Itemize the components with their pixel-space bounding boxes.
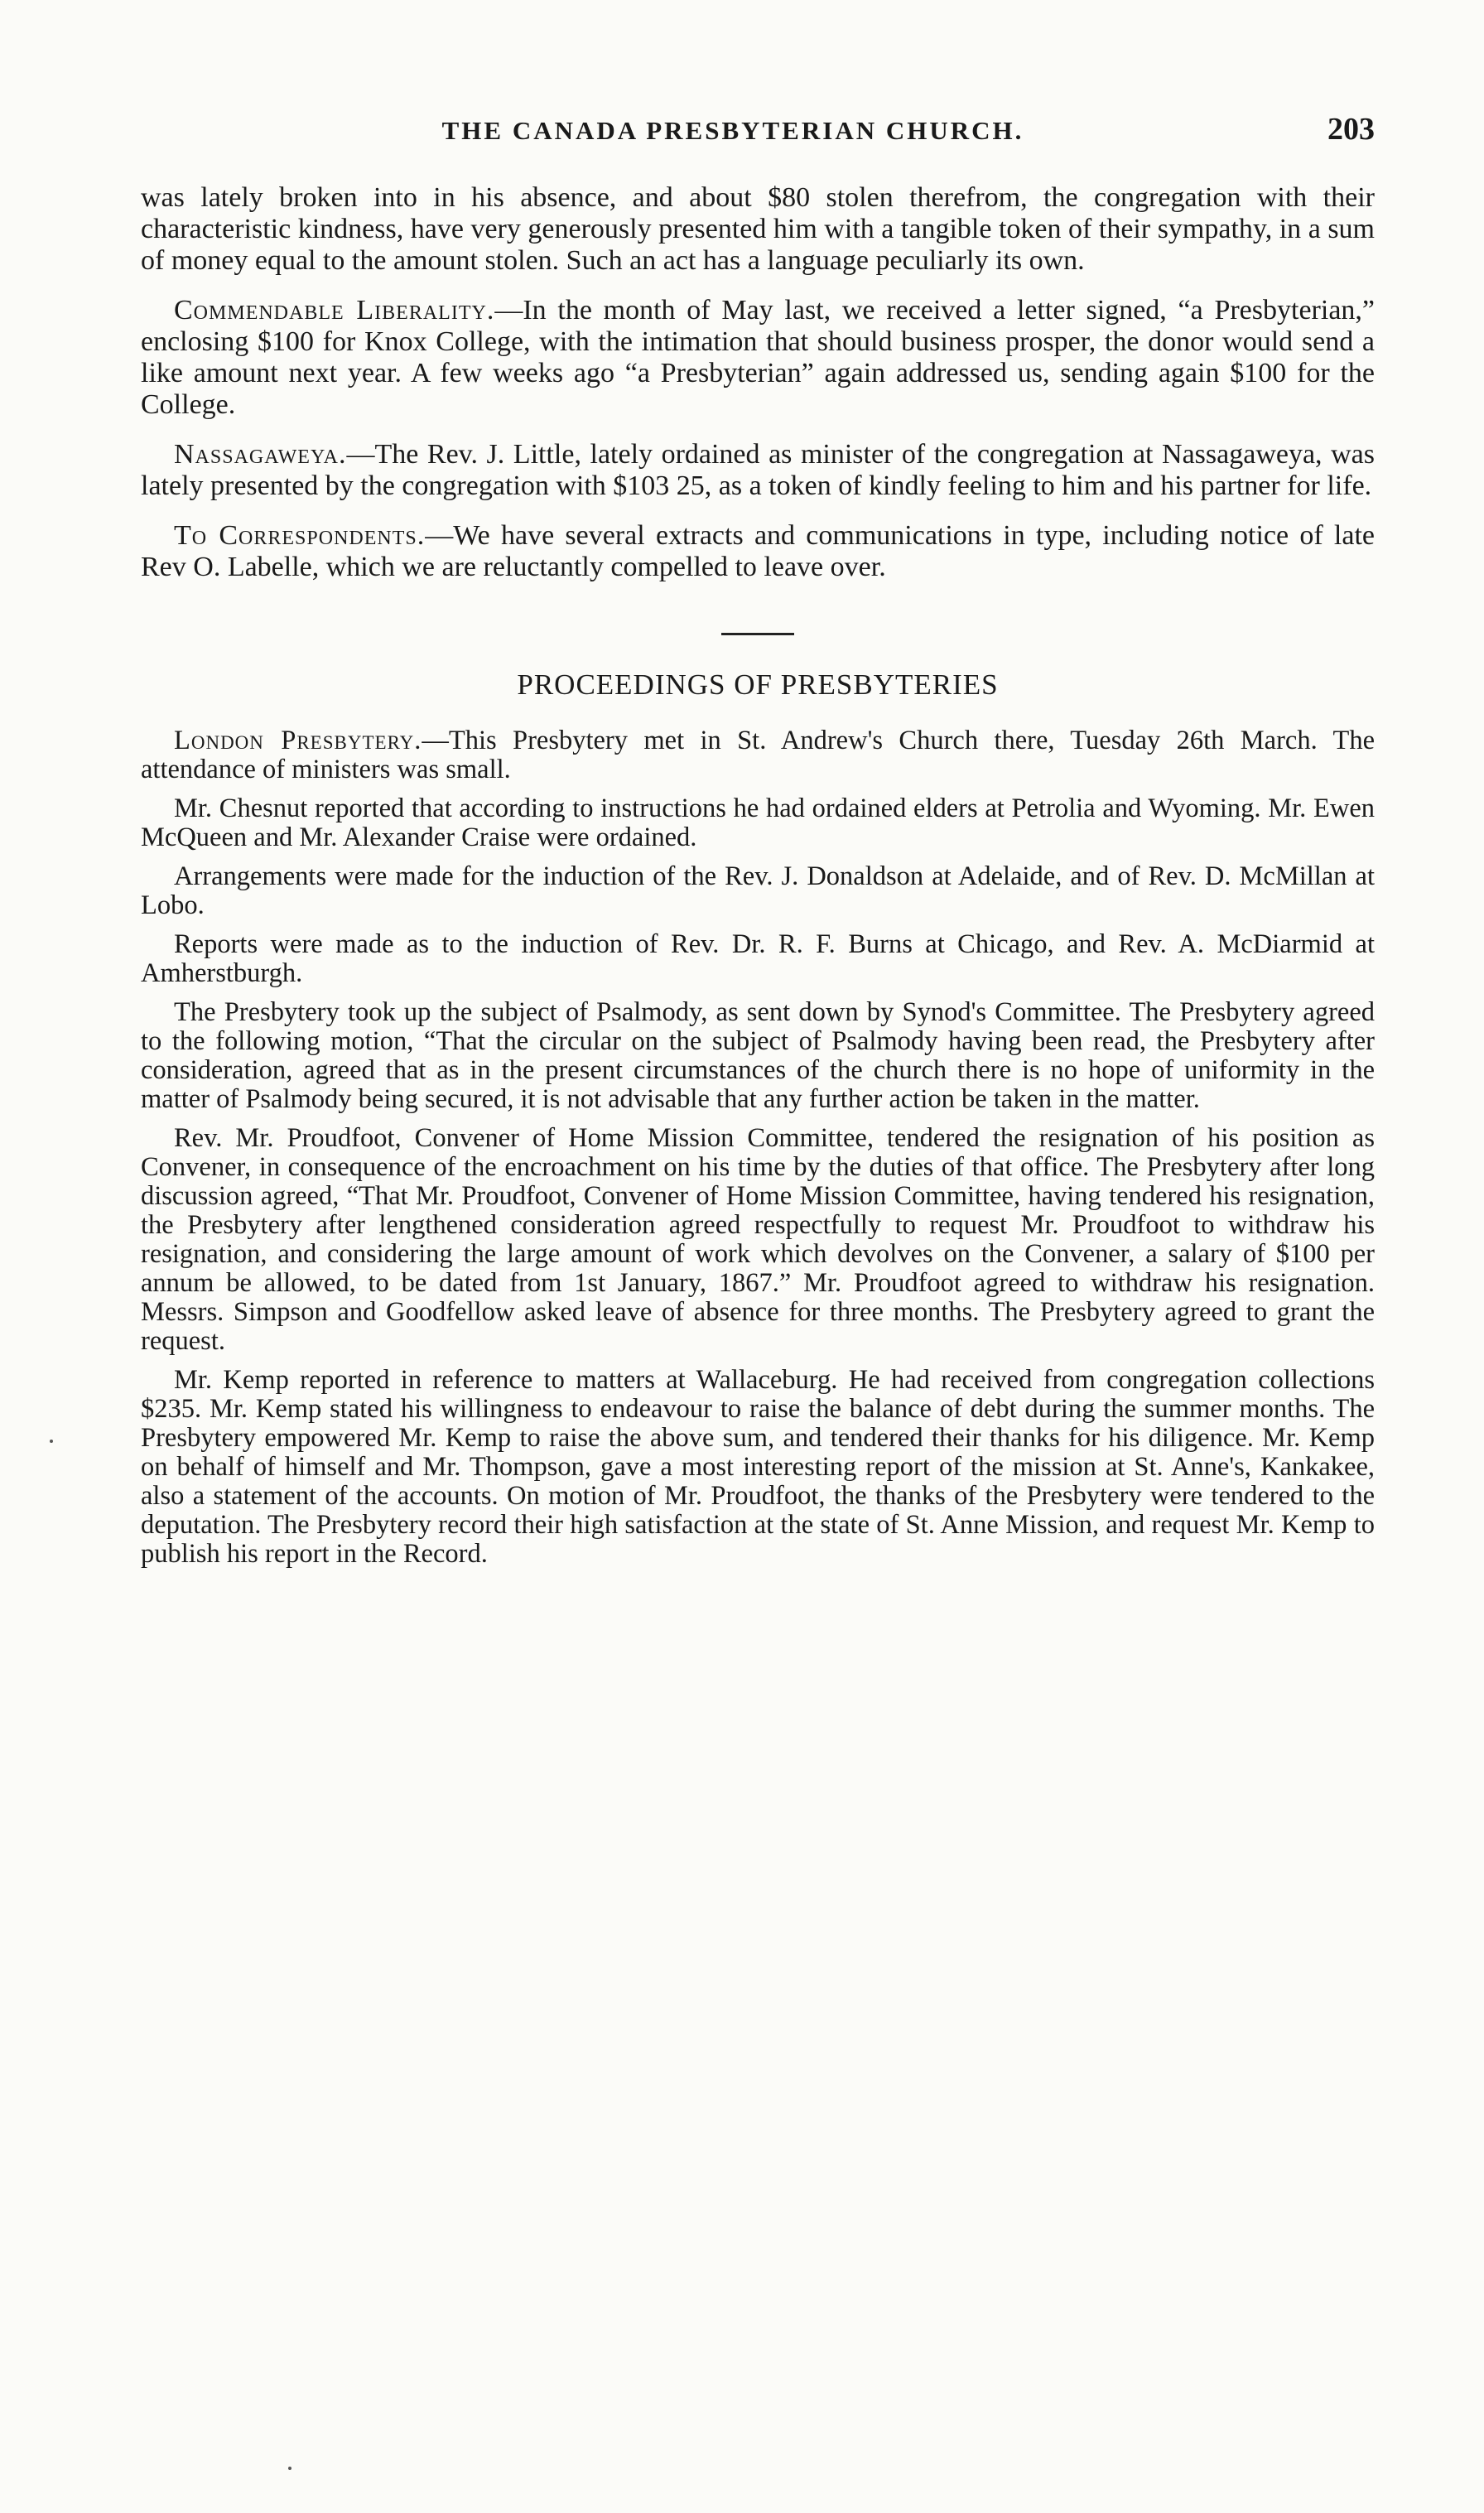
london-presbytery-intro: [141, 726, 1375, 784]
running-header: [141, 112, 1375, 166]
news-text: —We have several extracts and communications in type, including notice of late Rev O. Labelle, which we are reluctantly compelled to leave over.: [141, 520, 1375, 582]
news-heading: To Correspondents.: [174, 520, 426, 551]
presbytery-intro-text: —This Presbytery met in St. Andrew's Church there, Tuesday 26th March. The attendance of ministers was small.: [141, 726, 1375, 784]
proceedings-paragraph: Rev. Mr. Proudfoot, Convener of Home Mission Committee, tendered the resignation of his position as Convener, in consequence of the encroachment on his time by the duties of that office. The Presbytery after long discussion agreed, “That Mr. Proudfoot, Convener of Home Mission Committee, having tendered his resignation, the Presbytery after lengthened consideration agreed respectfully to request Mr. Proudfoot to withdraw his resignation, and considering the large amount of work which devolves on the Convener, a salary of $100 per annum be allowed, to be dated from 1st January, 1867.” Mr. Proudfoot agreed to withdraw his resignation. Messrs. Simpson and Goodfellow asked leave of absence for three months. The Presbytery agreed to grant the request.: [141, 1123, 1375, 1356]
proceedings-paragraph: Mr. Kemp reported in reference to matters at Wallaceburg. He had received from congregation collections $235. Mr. Kemp stated his willingness to endeavour to raise the balance of debt during the summer months. The Presbytery empowered Mr. Kemp to raise the above sum, and tendered their thanks for his diligence. Mr. Kemp on behalf of himself and Mr. Thompson, gave a most interesting report of the mission at St. Anne's, Kankakee, also a statement of the accounts. On motion of Mr. Proudfoot, the thanks of the Presbytery were tendered to the deputation. The Presbytery record their high satisfaction at the state of St. Anne Mission, and request Mr. Kemp to publish his report in the Record.: [141, 1365, 1375, 1569]
news-item-correspondents: [141, 520, 1375, 583]
proceedings-paragraph: Reports were made as to the induction of Rev. Dr. R. F. Burns at Chicago, and Rev. A. McDiarmid at Amherstburgh.: [141, 929, 1375, 988]
print-speck: [50, 1440, 53, 1443]
news-item-commendable-liberality: [141, 295, 1375, 421]
proceedings-paragraph: The Presbytery took up the subject of Psalmody, as sent down by Synod's Committee. The Presbytery agreed to the following motion, “That the circular on the subject of Psalmody having been read, the Presbytery after consideration, agreed that as in the present circumstances of the church there is no hope of uniformity in the matter of Psalmody being secured, it is not advisable that any further action be taken in the matter.: [141, 997, 1375, 1114]
section-title: PROCEEDINGS OF PRESBYTERIES: [517, 668, 999, 701]
news-text: —In the month of May last, we received a letter signed, “a Presbyterian,” enclosing $100 for Knox College, with the intimation that should business prosper, the donor would send a like amount next year. A few weeks ago “a Presbyterian” again addressed us, sending again $100 for the College.: [141, 295, 1375, 420]
news-text: —The Rev. J. Little, lately ordained as minister of the congregation at Nassagaweya, was lately presented by the congregation with $103 25, as a token of kindly feeling to him and his partner for life.: [141, 439, 1375, 501]
running-title: THE CANADA PRESBYTERIAN CHURCH.: [441, 116, 1024, 145]
news-item-nassagaweya: [141, 439, 1375, 502]
proceedings-paragraph: Arrangements were made for the induction of the Rev. J. Donaldson at Adelaide, and of Rev. D. McMillan at Lobo.: [141, 861, 1375, 920]
page-content: [141, 112, 1375, 1579]
news-heading: Commendable Liberality.: [174, 295, 495, 326]
page-number: 203: [1327, 112, 1375, 147]
continuation-paragraph: was lately broken into in his absence, and about $80 stolen therefrom, the congregation with their characteristic kindness, have very generously presented him with a tangible token of their sympathy, in a sum of money equal to the amount stolen. Such an act has a language peculiarly its own.: [141, 182, 1375, 276]
section-divider: [721, 633, 794, 635]
print-speck: [288, 2467, 292, 2470]
proceedings-paragraph: Mr. Chesnut reported that according to instructions he had ordained elders at Petrolia and Wyoming. Mr. Ewen McQueen and Mr. Alexander Craise were ordained.: [141, 793, 1375, 852]
news-heading: Nassagaweya.: [174, 439, 347, 470]
presbytery-heading: London Presbytery.: [174, 726, 422, 755]
